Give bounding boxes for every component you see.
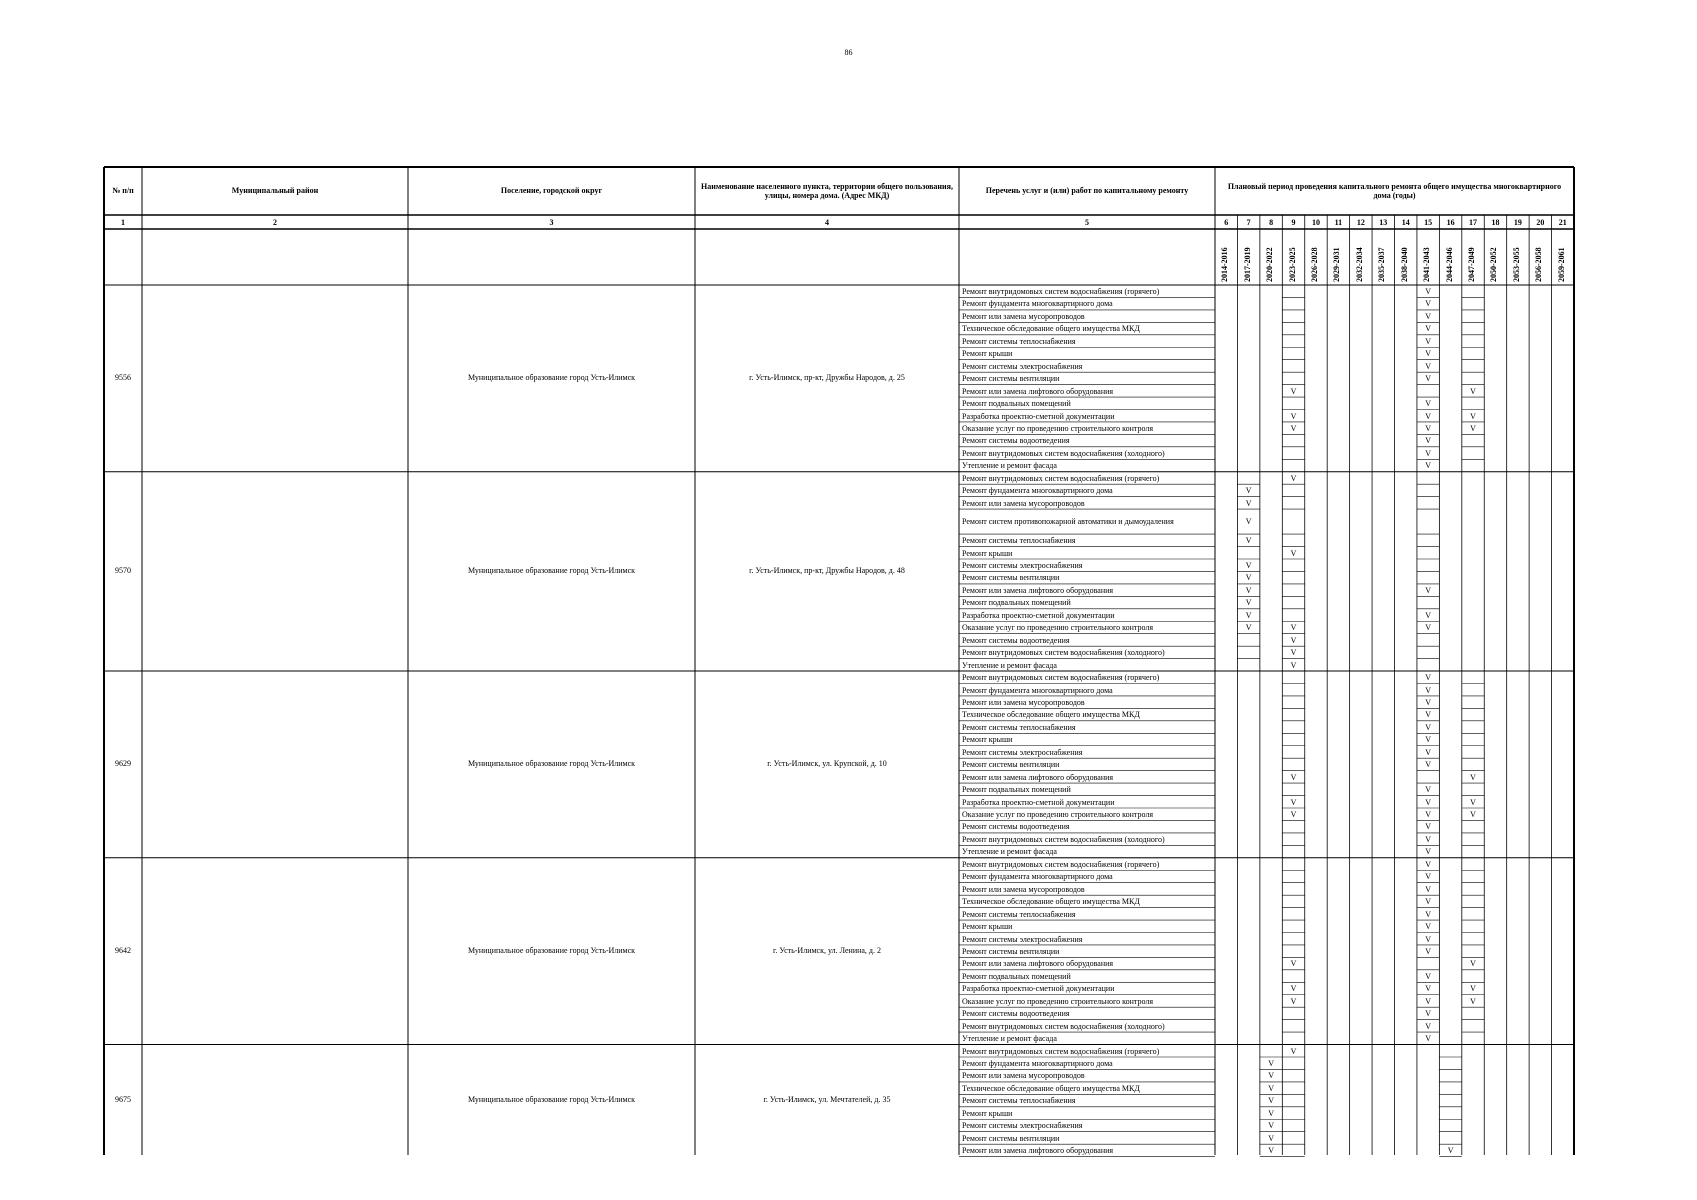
column-number: 1 bbox=[121, 218, 125, 227]
period-label: 2032-2034 bbox=[1354, 247, 1364, 282]
work-item: Разработка проектно-сметной документации bbox=[962, 984, 1115, 994]
period-mark: V bbox=[1470, 996, 1476, 1006]
work-item: Техническое обследование общего имущества МКД bbox=[962, 710, 1140, 720]
period-mark: V bbox=[1425, 760, 1432, 770]
work-item: Утепление и ремонт фасада bbox=[962, 847, 1057, 857]
period-mark: V bbox=[1290, 548, 1297, 558]
record-address: г. Усть-Илимск, ул. Крупской, д. 10 bbox=[767, 759, 887, 769]
period-mark: V bbox=[1425, 822, 1432, 832]
column-number: 15 bbox=[1424, 218, 1433, 227]
work-item: Ремонт системы электроснабжения bbox=[962, 747, 1083, 757]
work-item: Оказание услуг по проведению строительного контроля bbox=[962, 423, 1154, 433]
period-mark: V bbox=[1425, 336, 1432, 346]
period-label: 2044-2046 bbox=[1444, 247, 1454, 282]
record-district bbox=[142, 1094, 408, 1106]
period-mark: V bbox=[1425, 897, 1432, 907]
work-item: Ремонт внутридомовых систем водоснабжения (горячего) bbox=[962, 673, 1160, 683]
period-mark: V bbox=[1245, 610, 1252, 620]
period-mark: V bbox=[1470, 423, 1476, 433]
period-mark: V bbox=[1290, 1046, 1297, 1056]
period-mark: V bbox=[1470, 411, 1476, 421]
period-mark: V bbox=[1470, 810, 1476, 819]
period-mark: V bbox=[1425, 685, 1432, 695]
work-item: Утепление и ремонт фасада bbox=[962, 660, 1057, 670]
period-mark: V bbox=[1245, 598, 1252, 608]
work-item: Ремонт или замена мусоропроводов bbox=[962, 884, 1085, 894]
period-mark: V bbox=[1245, 561, 1252, 570]
work-item: Ремонт системы водоотведения bbox=[962, 1009, 1070, 1019]
period-mark: V bbox=[1425, 847, 1432, 857]
work-item: Ремонт или замена мусоропроводов bbox=[962, 498, 1085, 508]
work-item: Ремонт фундамента многоквартирного дома bbox=[962, 486, 1113, 496]
work-item: Ремонт внутридомовых систем водоснабжения (холодного) bbox=[962, 1021, 1165, 1031]
period-mark: V bbox=[1425, 946, 1432, 956]
column-number: 8 bbox=[1269, 218, 1274, 227]
period-label: 2035-2037 bbox=[1377, 247, 1387, 282]
column-number: 3 bbox=[549, 218, 554, 227]
period-label: 2053-2055 bbox=[1511, 247, 1521, 282]
work-item: Ремонт системы вентиляции bbox=[962, 374, 1060, 384]
period-mark: V bbox=[1425, 747, 1432, 757]
work-item: Ремонт или замена мусоропроводов bbox=[962, 697, 1085, 707]
period-mark: V bbox=[1425, 859, 1432, 869]
period-mark: V bbox=[1425, 299, 1432, 309]
period-mark: V bbox=[1470, 772, 1476, 782]
work-item: Ремонт или замена лифтового оборудования bbox=[962, 772, 1114, 782]
record-number: 9675 bbox=[115, 1094, 131, 1104]
period-mark: V bbox=[1425, 810, 1432, 819]
work-item: Разработка проектно-сметной документации bbox=[962, 610, 1115, 620]
column-number: 10 bbox=[1311, 218, 1320, 227]
period-mark: V bbox=[1425, 1009, 1432, 1019]
column-number: 19 bbox=[1513, 218, 1522, 227]
column-number: 16 bbox=[1446, 218, 1455, 227]
period-mark: V bbox=[1290, 623, 1297, 633]
period-mark: V bbox=[1425, 797, 1432, 807]
record-address: г. Усть-Илимск, пр-кт, Дружбы Народов, д. 25 bbox=[749, 373, 905, 383]
column-number: 13 bbox=[1379, 218, 1388, 227]
header-district: Муниципальный район bbox=[231, 186, 319, 196]
period-mark: V bbox=[1268, 1121, 1274, 1131]
period-mark: V bbox=[1425, 735, 1432, 745]
period-mark: V bbox=[1290, 772, 1297, 782]
work-item: Ремонт или замена мусоропроводов bbox=[962, 311, 1085, 321]
work-item: Ремонт подвальных помещений bbox=[962, 785, 1071, 795]
work-item: Ремонт подвальных помещений bbox=[962, 598, 1071, 608]
work-item: Ремонт системы электроснабжения bbox=[962, 361, 1083, 371]
period-mark: V bbox=[1245, 536, 1252, 546]
period-mark: V bbox=[1425, 996, 1432, 1006]
period-mark: V bbox=[1425, 610, 1432, 620]
period-mark: V bbox=[1268, 1071, 1274, 1081]
record-address: г. Усть-Илимск, ул. Ленина, д. 2 bbox=[772, 946, 882, 956]
period-label: 2059-2061 bbox=[1556, 247, 1566, 282]
period-mark: V bbox=[1425, 324, 1432, 334]
work-item: Ремонт внутридомовых систем водоснабжения (горячего) bbox=[962, 1046, 1160, 1056]
work-item: Ремонт фундамента многоквартирного дома bbox=[962, 685, 1113, 695]
period-mark: V bbox=[1425, 934, 1432, 944]
work-item: Ремонт или замена лифтового оборудования bbox=[962, 585, 1114, 595]
period-label: 2014-2016 bbox=[1220, 247, 1230, 282]
period-mark: V bbox=[1290, 423, 1297, 433]
period-mark: V bbox=[1425, 374, 1432, 384]
period-mark: V bbox=[1290, 473, 1297, 483]
work-item: Ремонт подвальных помещений bbox=[962, 399, 1071, 409]
work-item: Ремонт системы водоотведения bbox=[962, 436, 1070, 446]
record-district bbox=[142, 565, 408, 577]
work-item: Ремонт или замена лифтового оборудования bbox=[962, 959, 1114, 969]
column-number: 21 bbox=[1558, 218, 1567, 227]
period-mark: V bbox=[1425, 436, 1432, 446]
header-period: Плановый период проведения капитального ремонта общего имущества многоквартирного дома (годы) bbox=[1227, 181, 1562, 200]
column-number: 12 bbox=[1356, 218, 1365, 227]
work-item: Ремонт крыши bbox=[962, 922, 1013, 932]
work-item: Утепление и ремонт фасада bbox=[962, 1034, 1057, 1044]
work-item: Ремонт системы теплоснабжения bbox=[962, 722, 1076, 732]
period-label: 2050-2052 bbox=[1489, 247, 1499, 282]
period-label: 2038-2040 bbox=[1399, 247, 1409, 282]
column-number: 6 bbox=[1224, 218, 1229, 227]
column-number: 18 bbox=[1491, 218, 1500, 227]
column-number: 2 bbox=[273, 218, 277, 227]
work-item: Оказание услуг по проведению строительного контроля bbox=[962, 996, 1154, 1006]
work-item: Ремонт системы теплоснабжения bbox=[962, 1096, 1076, 1106]
column-number: 4 bbox=[825, 218, 829, 227]
work-item: Ремонт систем противопожарной автоматики и дымоудаления bbox=[962, 517, 1174, 527]
work-item: Ремонт или замена мусоропроводов bbox=[962, 1071, 1085, 1081]
header-works: Перечень услуг и (или) работ по капитальному ремонту bbox=[985, 186, 1189, 196]
work-item: Ремонт крыши bbox=[962, 548, 1013, 558]
record-settlement: Муниципальное образование город Усть-Илимск bbox=[467, 1094, 636, 1104]
record-settlement: Муниципальное образование город Усть-Илимск bbox=[467, 566, 636, 576]
work-item: Ремонт внутридомовых систем водоснабжения (горячего) bbox=[962, 859, 1160, 869]
column-number: 9 bbox=[1291, 218, 1296, 227]
work-item: Техническое обследование общего имущества МКД bbox=[962, 1083, 1140, 1093]
work-item: Разработка проектно-сметной документации bbox=[962, 411, 1115, 421]
period-mark: V bbox=[1470, 984, 1476, 994]
period-mark: V bbox=[1268, 1146, 1274, 1156]
period-mark: V bbox=[1268, 1096, 1274, 1106]
work-item: Ремонт внутридомовых систем водоснабжения (горячего) bbox=[962, 473, 1160, 483]
work-item: Разработка проектно-сметной документации bbox=[962, 797, 1115, 807]
period-mark: V bbox=[1290, 797, 1297, 807]
column-number: 20 bbox=[1536, 218, 1545, 227]
work-item: Ремонт фундамента многоквартирного дома bbox=[962, 872, 1113, 882]
period-mark: V bbox=[1447, 1146, 1454, 1156]
period-mark: V bbox=[1425, 623, 1432, 633]
period-mark: V bbox=[1290, 810, 1297, 819]
column-number: 7 bbox=[1246, 218, 1251, 227]
period-mark: V bbox=[1425, 287, 1432, 296]
work-item: Техническое обследование общего имущества МКД bbox=[962, 324, 1140, 334]
record-address: г. Усть-Илимск, пр-кт, Дружбы Народов, д. 48 bbox=[749, 566, 905, 576]
column-number: 11 bbox=[1334, 218, 1343, 227]
work-item: Ремонт внутридомовых систем водоснабжения (холодного) bbox=[962, 834, 1165, 844]
period-mark: V bbox=[1425, 909, 1432, 919]
period-mark: V bbox=[1425, 311, 1432, 321]
period-mark: V bbox=[1290, 411, 1297, 421]
work-item: Ремонт системы теплоснабжения bbox=[962, 909, 1076, 919]
record-district bbox=[142, 945, 408, 957]
column-number: 5 bbox=[1085, 218, 1089, 227]
work-item: Ремонт системы вентиляции bbox=[962, 946, 1060, 956]
work-item: Ремонт системы электроснабжения bbox=[962, 1121, 1083, 1131]
period-mark: V bbox=[1425, 349, 1432, 359]
record-number: 9570 bbox=[115, 566, 131, 576]
record-number: 9556 bbox=[115, 373, 131, 383]
work-item: Ремонт внутридомовых систем водоснабжения (холодного) bbox=[962, 648, 1165, 658]
record-district bbox=[142, 758, 408, 770]
period-label: 2047-2049 bbox=[1467, 247, 1477, 282]
period-mark: V bbox=[1245, 623, 1252, 633]
record-district bbox=[142, 372, 408, 384]
period-mark: V bbox=[1290, 984, 1297, 994]
record-settlement: Муниципальное образование город Усть-Илимск bbox=[467, 946, 636, 956]
period-label: 2029-2031 bbox=[1332, 247, 1342, 282]
period-mark: V bbox=[1425, 922, 1432, 932]
period-mark: V bbox=[1425, 1034, 1432, 1044]
work-item: Ремонт или замена лифтового оборудования bbox=[962, 1146, 1114, 1156]
header-address: Наименование населенного пункта, территории общего пользования, улицы, номера дома. (Адрес МКД) bbox=[701, 181, 953, 200]
period-mark: V bbox=[1268, 1133, 1274, 1143]
work-item: Оказание услуг по проведению строительного контроля bbox=[962, 810, 1154, 819]
period-mark: V bbox=[1470, 797, 1476, 807]
period-mark: V bbox=[1470, 959, 1476, 969]
column-number: 17 bbox=[1469, 218, 1478, 227]
period-mark: V bbox=[1425, 423, 1432, 433]
period-mark: V bbox=[1425, 361, 1432, 371]
period-mark: V bbox=[1425, 834, 1432, 844]
record-number: 9629 bbox=[115, 759, 131, 769]
period-label: 2017-2019 bbox=[1242, 247, 1252, 282]
column-number: 14 bbox=[1401, 218, 1410, 227]
period-mark: V bbox=[1425, 1021, 1432, 1031]
period-mark: V bbox=[1245, 498, 1252, 508]
work-item: Ремонт крыши bbox=[962, 735, 1013, 745]
period-mark: V bbox=[1290, 996, 1297, 1006]
period-mark: V bbox=[1290, 635, 1297, 645]
period-mark: V bbox=[1425, 872, 1432, 882]
work-item: Ремонт системы водоотведения bbox=[962, 635, 1070, 645]
period-mark: V bbox=[1268, 1108, 1274, 1118]
period-mark: V bbox=[1425, 585, 1432, 595]
period-mark: V bbox=[1245, 486, 1252, 496]
work-item: Оказание услуг по проведению строительного контроля bbox=[962, 623, 1154, 633]
work-item: Ремонт системы теплоснабжения bbox=[962, 336, 1076, 346]
period-mark: V bbox=[1425, 697, 1432, 707]
period-label: 2020-2022 bbox=[1265, 247, 1275, 282]
period-mark: V bbox=[1425, 448, 1432, 458]
record-number: 9642 bbox=[115, 946, 131, 956]
period-mark: V bbox=[1470, 386, 1476, 396]
work-item: Ремонт системы вентиляции bbox=[962, 573, 1060, 583]
period-mark: V bbox=[1245, 585, 1252, 595]
period-mark: V bbox=[1425, 785, 1432, 795]
work-item: Ремонт подвальных помещений bbox=[962, 971, 1071, 981]
work-item: Ремонт внутридомовых систем водоснабжения (холодного) bbox=[962, 448, 1165, 458]
record-settlement: Муниципальное образование город Усть-Илимск bbox=[467, 373, 636, 383]
work-item: Ремонт крыши bbox=[962, 1108, 1013, 1118]
record-address: г. Усть-Илимск, ул. Мечтателей, д. 35 bbox=[763, 1094, 891, 1104]
work-item: Ремонт фундамента многоквартирного дома bbox=[962, 299, 1113, 309]
period-mark: V bbox=[1245, 573, 1252, 583]
period-mark: V bbox=[1290, 660, 1297, 670]
header-settlement: Поселение, городской округ bbox=[500, 186, 603, 196]
header-num: № п/п bbox=[112, 186, 134, 196]
period-mark: V bbox=[1425, 984, 1432, 994]
work-item: Ремонт системы электроснабжения bbox=[962, 934, 1083, 944]
period-mark: V bbox=[1268, 1059, 1274, 1068]
period-mark: V bbox=[1290, 386, 1297, 396]
page-number: 86 bbox=[844, 48, 853, 57]
period-mark: V bbox=[1425, 884, 1432, 894]
period-mark: V bbox=[1425, 673, 1432, 683]
work-item: Ремонт системы теплоснабжения bbox=[962, 536, 1076, 546]
period-mark: V bbox=[1425, 710, 1432, 720]
work-item: Техническое обследование общего имущества МКД bbox=[962, 897, 1140, 907]
work-item: Ремонт крыши bbox=[962, 349, 1013, 359]
record-settlement: Муниципальное образование город Усть-Илимск bbox=[467, 759, 636, 769]
period-mark: V bbox=[1268, 1083, 1274, 1093]
work-item: Ремонт системы водоотведения bbox=[962, 822, 1070, 832]
period-mark: V bbox=[1425, 399, 1432, 409]
period-mark: V bbox=[1245, 517, 1252, 527]
period-mark: V bbox=[1425, 971, 1432, 981]
work-item: Ремонт системы вентиляции bbox=[962, 1133, 1060, 1143]
work-item: Ремонт системы электроснабжения bbox=[962, 561, 1083, 570]
period-mark: V bbox=[1290, 648, 1297, 658]
period-label: 2026-2028 bbox=[1309, 247, 1319, 282]
period-mark: V bbox=[1425, 411, 1432, 421]
period-mark: V bbox=[1425, 722, 1432, 732]
work-item: Ремонт внутридомовых систем водоснабжения (горячего) bbox=[962, 287, 1160, 296]
period-label: 2023-2025 bbox=[1287, 247, 1297, 282]
period-mark: V bbox=[1425, 461, 1432, 471]
period-mark: V bbox=[1290, 959, 1297, 969]
work-item: Ремонт фундамента многоквартирного дома bbox=[962, 1059, 1113, 1068]
work-item: Утепление и ремонт фасада bbox=[962, 461, 1057, 471]
work-item: Ремонт или замена лифтового оборудования bbox=[962, 386, 1114, 396]
period-label: 2056-2058 bbox=[1534, 247, 1544, 282]
period-label: 2041-2043 bbox=[1422, 247, 1432, 282]
work-item: Ремонт системы вентиляции bbox=[962, 760, 1060, 770]
